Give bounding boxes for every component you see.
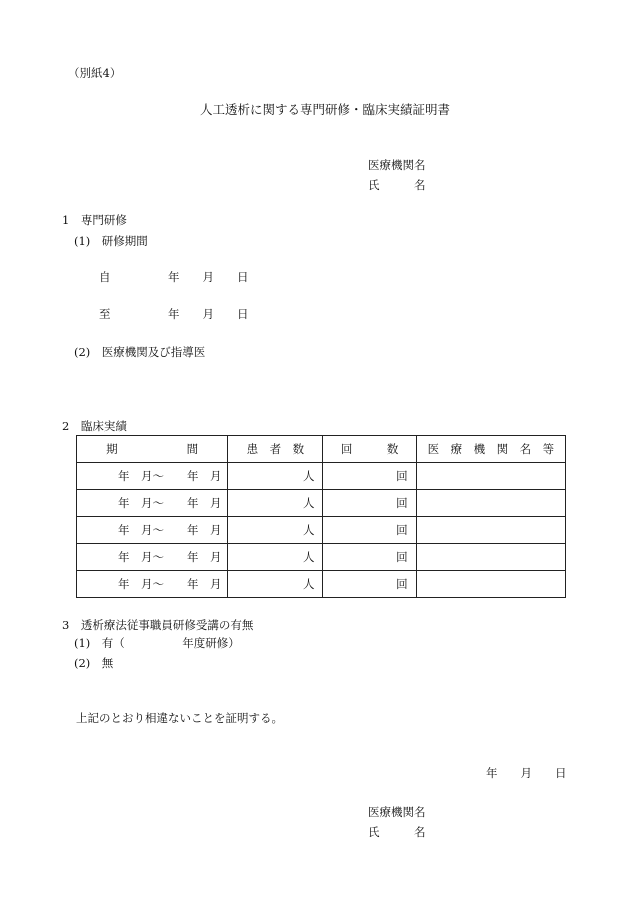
date-line: 年 月 日 — [486, 766, 567, 780]
institution-cell — [416, 490, 565, 517]
count-cell: 回 — [323, 544, 416, 571]
clinical-record-table — [76, 435, 566, 598]
header-institution-label: 医療機関名 — [368, 158, 426, 172]
patients-cell: 人 — [228, 490, 323, 517]
period-cell: 年 月～ 年 月 — [77, 544, 228, 571]
section1-heading: 1 専門研修 — [62, 213, 127, 227]
table-row — [77, 517, 566, 544]
period-cell: 年 月～ 年 月 — [77, 517, 228, 544]
table-header-row — [77, 436, 566, 463]
header-institution: 医 療 機 関 名 等 — [416, 436, 565, 463]
patients-cell: 人 — [228, 571, 323, 598]
table-row — [77, 571, 566, 598]
footer-name-label: 氏 名 — [368, 825, 426, 839]
certification-statement: 上記のとおり相違ないことを証明する。 — [76, 711, 283, 725]
patients-cell: 人 — [228, 544, 323, 571]
header-period: 期 間 — [77, 436, 228, 463]
patients-cell: 人 — [228, 517, 323, 544]
count-cell: 回 — [323, 463, 416, 490]
header-patients: 患 者 数 — [228, 436, 323, 463]
header-count: 回 数 — [323, 436, 416, 463]
patients-cell: 人 — [228, 463, 323, 490]
count-cell: 回 — [323, 571, 416, 598]
table-row — [77, 490, 566, 517]
count-cell: 回 — [323, 517, 416, 544]
training-period-label: (1) 研修期間 — [74, 234, 148, 248]
period-cell: 年 月～ 年 月 — [77, 490, 228, 517]
table-row — [77, 544, 566, 571]
attachment-label: （別紙4） — [68, 66, 122, 80]
document-title: 人工透析に関する専門研修・臨床実績証明書 — [200, 102, 451, 117]
period-to-line: 至 年 月 日 — [99, 307, 249, 321]
institution-cell — [416, 571, 565, 598]
period-from-line: 自 年 月 日 — [99, 270, 249, 284]
footer-institution-label: 医療機関名 — [368, 805, 426, 819]
institution-cell — [416, 463, 565, 490]
institution-cell — [416, 517, 565, 544]
training-yes-option: (1) 有（ 年度研修） — [74, 636, 240, 650]
period-cell: 年 月～ 年 月 — [77, 571, 228, 598]
section2-heading: 2 臨床実績 — [62, 419, 127, 433]
table-row — [77, 463, 566, 490]
section3-heading: 3 透析療法従事職員研修受講の有無 — [62, 618, 254, 632]
period-cell: 年 月～ 年 月 — [77, 463, 228, 490]
header-name-label: 氏 名 — [368, 178, 426, 192]
institution-supervisor-label: (2) 医療機関及び指導医 — [74, 345, 206, 359]
institution-cell — [416, 544, 565, 571]
training-no-option: (2) 無 — [74, 656, 114, 670]
count-cell: 回 — [323, 490, 416, 517]
